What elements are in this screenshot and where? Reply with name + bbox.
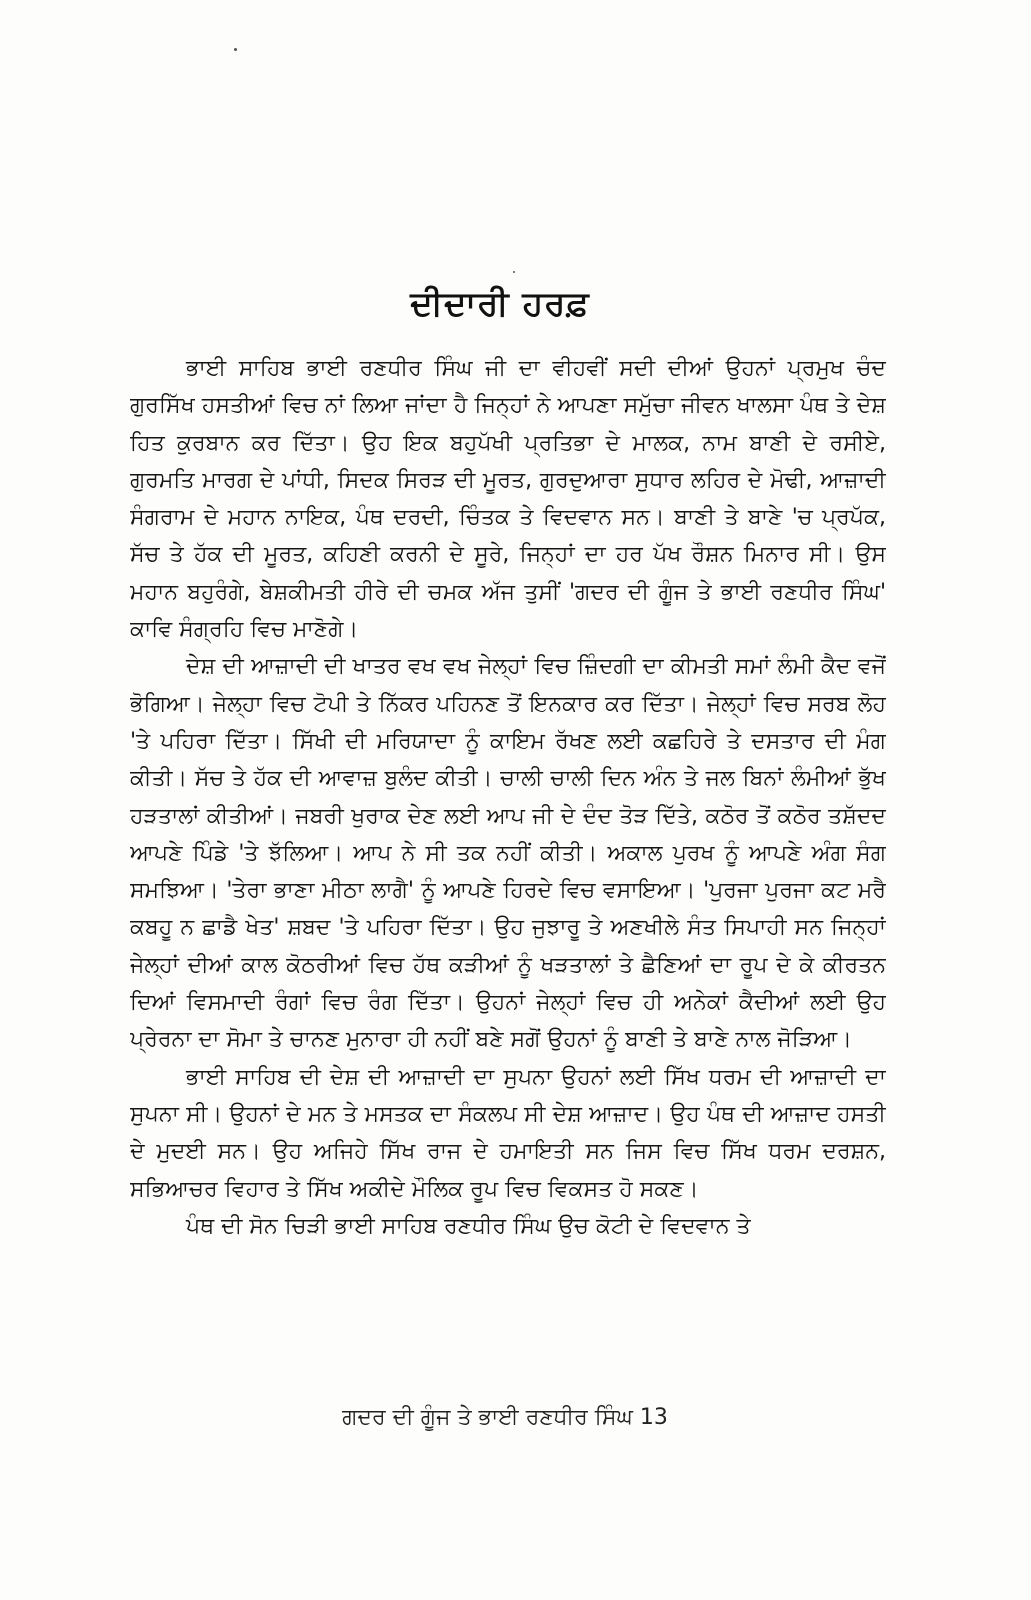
paragraph-3: ਭਾਈ ਸਾਹਿਬ ਦੀ ਦੇਸ਼ ਦੀ ਆਜ਼ਾਦੀ ਦਾ ਸੁਪਨਾ ਉਹਨਾਂ ਲਈ ਸਿੱਖ ਧਰਮ ਦੀ ਆਜ਼ਾਦੀ ਦਾ ਸੁਪਨਾ ਸੀ। ਉਹਨਾਂ ਦੇ ਮਨ ਤੇ ਮਸਤਕ ਦਾ ਸੰਕਲਪ ਸੀ ਦੇਸ਼ ਆਜ਼ਾਦ। ਉਹ ਪੰਥ ਦੀ ਆਜ਼ਾਦ ਹਸਤੀ ਦੇ ਮੁਦਈ ਸਨ। ਉਹ ਅਜਿਹੇ ਸਿੱਖ ਰਾਜ ਦੇ ਹਮਾਇਤੀ ਸਨ ਜਿਸ ਵਿਚ ਸਿੱਖ ਧਰਮ ਦਰਸ਼ਨ, ਸਭਿਆਚਰ ਵਿਹਾਰ ਤੇ ਸਿੱਖ ਅਕੀਦੇ ਮੌਲਿਕ ਰੂਪ ਵਿਚ ਵਿਕਸਤ ਹੋ ਸਕਣ। [130,1064,886,1202]
page-title: ਦੀਦਾਰੀ ਹਰਫ਼ [410,284,590,324]
paragraph-4: ਪੰਥ ਦੀ ਸੋਨ ਚਿੜੀ ਭਾਈ ਸਾਹਿਬ ਰਣਧੀਰ ਸਿੰਘ ਉਚ ਕੋਟੀ ਦੇ ਵਿਦਵਾਨ ਤੇ [186,1213,751,1239]
page-footer: ਗਦਰ ਦੀ ਗੂੰਜ ਤੇ ਭਾਈ ਰਣਧੀਰ ਸਿੰਘ 13 [342,1405,668,1430]
scan-speck [234,48,237,51]
scan-speck [513,271,515,273]
paragraph-1: ਭਾਈ ਸਾਹਿਬ ਭਾਈ ਰਣਧੀਰ ਸਿੰਘ ਜੀ ਦਾ ਵੀਹਵੀਂ ਸਦੀ ਦੀਆਂ ਉਹਨਾਂ ਪ੍ਰਮੁਖ ਚੰਦ ਗੁਰਸਿੱਖ ਹਸਤੀਆਂ ਵਿਚ ਨਾਂ ਲਿਆ ਜਾਂਦਾ ਹੈ ਜਿਨ੍ਹਾਂ ਨੇ ਆਪਣਾ ਸਮੁੱਚਾ ਜੀਵਨ ਖਾਲਸਾ ਪੰਥ ਤੇ ਦੇਸ਼ ਹਿਤ ਕੁਰਬਾਨ ਕਰ ਦਿੱਤਾ। ਉਹ ਇਕ ਬਹੁਪੱਖੀ ਪ੍ਰਤਿਭਾ ਦੇ ਮਾਲਕ, ਨਾਮ ਬਾਣੀ ਦੇ ਰਸੀਏ, ਗੁਰਮਤਿ ਮਾਰਗ ਦੇ ਪਾਂਧੀ, ਸਿਦਕ ਸਿਰੜ ਦੀ ਮੂਰਤ, ਗੁਰਦੁਆਰਾ ਸੁਧਾਰ ਲਹਿਰ ਦੇ ਮੋਢੀ, ਆਜ਼ਾਦੀ ਸੰਗਰਾਮ ਦੇ ਮਹਾਨ ਨਾਇਕ, ਪੰਥ ਦਰਦੀ, ਚਿੰਤਕ ਤੇ ਵਿਦਵਾਨ ਸਨ। ਬਾਣੀ ਤੇ ਬਾਣੇ 'ਚ ਪ੍ਰਪੱਕ, ਸੱਚ ਤੇ ਹੱਕ ਦੀ ਮੂਰਤ, ਕਹਿਣੀ ਕਰਨੀ ਦੇ ਸੂਰੇ, ਜਿਨ੍ਹਾਂ ਦਾ ਹਰ ਪੱਖ ਰੌਸ਼ਨ ਮਿਨਾਰ ਸੀ। ਉਸ ਮਹਾਨ ਬਹੁਰੰਗੇ, ਬੇਸ਼ਕੀਮਤੀ ਹੀਰੇ ਦੀ ਚਮਕ ਅੱਜ ਤੁਸੀਂ 'ਗਦਰ ਦੀ ਗੂੰਜ ਤੇ ਭਾਈ ਰਣਧੀਰ ਸਿੰਘ' ਕਾਵਿ ਸੰਗ੍ਰਹਿ ਵਿਚ ਮਾਣੋਗੇ। [130,356,886,643]
body-text [130,350,886,1350]
paragraph-2: ਦੇਸ਼ ਦੀ ਆਜ਼ਾਦੀ ਦੀ ਖਾਤਰ ਵਖ ਵਖ ਜੇਲ੍ਹਾਂ ਵਿਚ ਜ਼ਿੰਦਗੀ ਦਾ ਕੀਮਤੀ ਸਮਾਂ ਲੰਮੀ ਕੈਦ ਵਜੋਂ ਭੋਗਿਆ। ਜੇਲ੍ਹਾ ਵਿਚ ਟੋਪੀ ਤੇ ਨਿੱਕਰ ਪਹਿਨਣ ਤੋਂ ਇਨਕਾਰ ਕਰ ਦਿੱਤਾ। ਜੇਲ੍ਹਾਂ ਵਿਚ ਸਰਬ ਲੋਹ 'ਤੇ ਪਹਿਰਾ ਦਿੱਤਾ। ਸਿੱਖੀ ਦੀ ਮਰਿਯਾਦਾ ਨੂੰ ਕਾਇਮ ਰੱਖਣ ਲਈ ਕਛਹਿਰੇ ਤੇ ਦਸਤਾਰ ਦੀ ਮੰਗ ਕੀਤੀ। ਸੱਚ ਤੇ ਹੱਕ ਦੀ ਆਵਾਜ਼ ਬੁਲੰਦ ਕੀਤੀ। ਚਾਲੀ ਚਾਲੀ ਦਿਨ ਅੰਨ ਤੇ ਜਲ ਬਿਨਾਂ ਲੰਮੀਆਂ ਭੁੱਖ ਹੜਤਾਲਾਂ ਕੀਤੀਆਂ। ਜਬਰੀ ਖੁਰਾਕ ਦੇਣ ਲਈ ਆਪ ਜੀ ਦੇ ਦੰਦ ਤੋੜ ਦਿੱਤੇ, ਕਠੋਰ ਤੋਂ ਕਠੋਰ ਤਸ਼ੱਦਦ ਆਪਣੇ ਪਿੰਡੇ 'ਤੇ ਝੱਲਿਆ। ਆਪ ਨੇ ਸੀ ਤਕ ਨਹੀਂ ਕੀਤੀ। ਅਕਾਲ ਪੁਰਖ ਨੂੰ ਆਪਣੇ ਅੰਗ ਸੰਗ ਸਮਝਿਆ। 'ਤੇਰਾ ਭਾਣਾ ਮੀਠਾ ਲਾਗੈ' ਨੂੰ ਆਪਣੇ ਹਿਰਦੇ ਵਿਚ ਵਸਾਇਆ। 'ਪੁਰਜਾ ਪੁਰਜਾ ਕਟ ਮਰੈ ਕਬਹੂ ਨ ਛਾਡੈ ਖੇਤ' ਸ਼ਬਦ 'ਤੇ ਪਹਿਰਾ ਦਿੱਤਾ। ਉਹ ਜੁਝਾਰੂ ਤੇ ਅਣਖੀਲੇ ਸੰਤ ਸਿਪਾਹੀ ਸਨ ਜਿਨ੍ਹਾਂ ਜੇਲ੍ਹਾਂ ਦੀਆਂ ਕਾਲ ਕੋਠਰੀਆਂ ਵਿਚ ਹੱਥ ਕੜੀਆਂ ਨੂੰ ਖੜਤਾਲਾਂ ਤੇ ਛੈਣਿਆਂ ਦਾ ਰੂਪ ਦੇ ਕੇ ਕੀਰਤਨ ਦਿਆਂ ਵਿਸਮਾਦੀ ਰੰਗਾਂ ਵਿਚ ਰੰਗ ਦਿੱਤਾ। ਉਹਨਾਂ ਜੇਲ੍ਹਾਂ ਵਿਚ ਹੀ ਅਨੇਕਾਂ ਕੈਦੀਆਂ ਲਈ ਉਹ ਪ੍ਰੇਰਨਾ ਦਾ ਸੋਮਾ ਤੇ ਚਾਨਣ ਮੁਨਾਰਾ ਹੀ ਨਹੀਂ ਬਣੇ ਸਗੋਂ ਉਹਨਾਂ ਨੂੰ ਬਾਣੀ ਤੇ ਬਾਣੇ ਨਾਲ ਜੋੜਿਆ। [130,654,886,1053]
